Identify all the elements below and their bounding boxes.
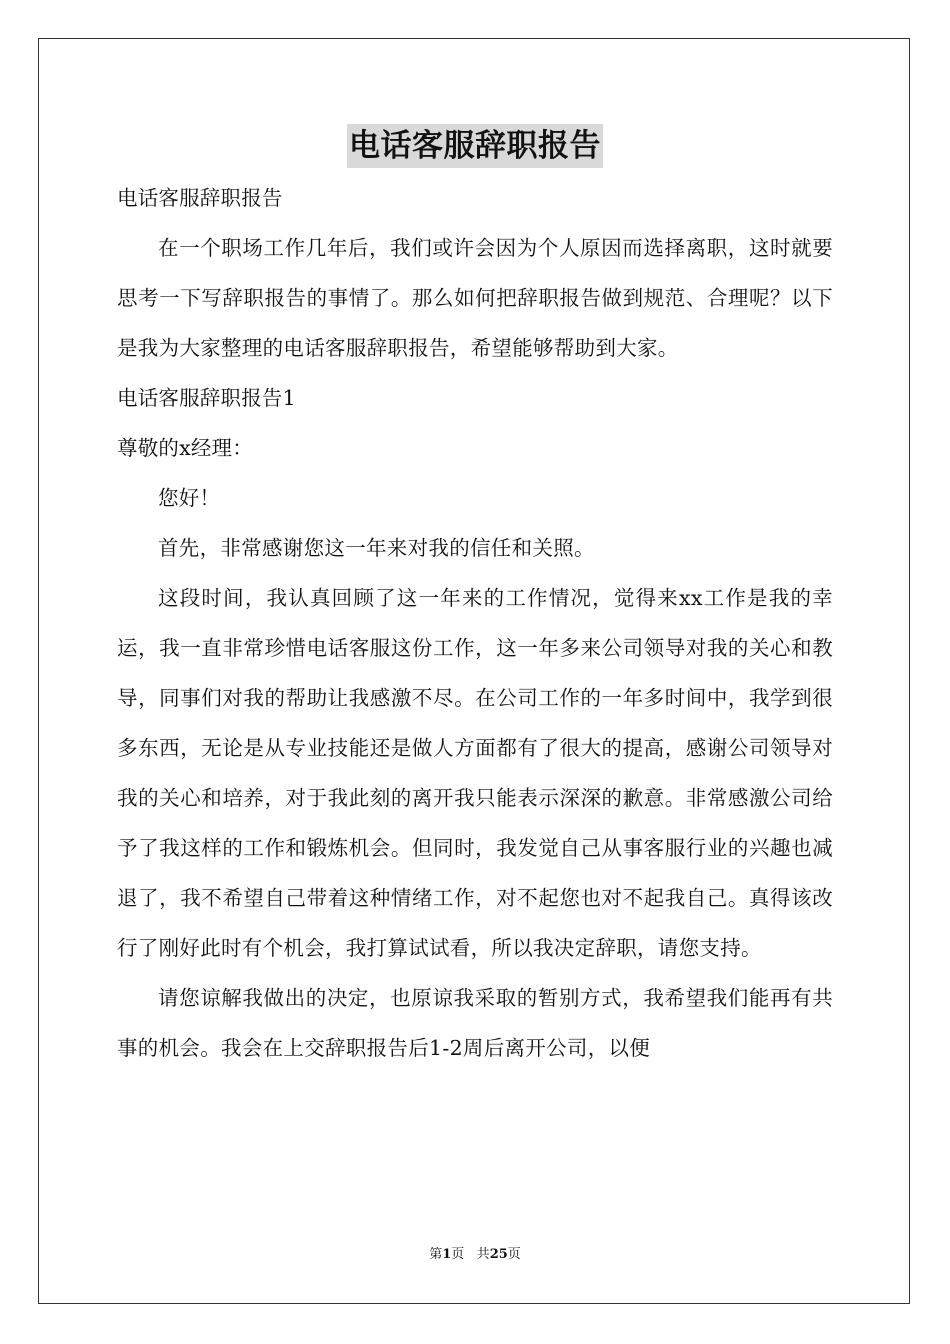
page-footer — [0, 1246, 950, 1264]
total-pages: 25 — [489, 1247, 508, 1262]
body-paragraph-1: 首先，非常感谢您这一年来对我的信任和关照。 — [158, 536, 595, 560]
intro-paragraph: 在一个职场工作几年后，我们或许会因为个人原因而选择离职，这时就要思考一下写辞职报告的事情了。那么如何把辞职报告做到规范、合理呢？以下是我为大家整理的电话客服辞职报告，希望能够帮助到大家。 — [117, 236, 833, 360]
page-prefix: 第 — [429, 1247, 443, 1262]
section-heading: 电话客服辞职报告1 — [117, 386, 296, 410]
page-number: 1 — [442, 1247, 452, 1262]
page-suffix: 页 — [451, 1247, 465, 1262]
document-subtitle: 电话客服辞职报告 — [117, 186, 283, 210]
total-prefix: 共 — [476, 1247, 490, 1262]
body-paragraph-2: 这段时间，我认真回顾了这一年来的工作情况，觉得来xx工作是我的幸运，我一直非常珍惜电话客服这份工作，这一年多来公司领导对我的关心和教导，同事们对我的帮助让我感激不尽。在公司工作的一年多时间中，我学到很多东西，无论是从专业技能还是做人方面都有了很大的提高，感谢公司领导对我的关心和培养，对于我此刻的离开我只能表示深深的歉意。非常感激公司给予了我这样的工作和锻炼机会。但同时，我发觉自己从事客服行业的兴趣也减退了，我不希望自己带着这种情绪工作，对不起您也对不起我自己。真得该改行了刚好此时有个机会，我打算试试看，所以我决定辞职，请您支持。 — [117, 586, 833, 960]
total-suffix: 页 — [507, 1247, 521, 1262]
greeting: 您好！ — [158, 486, 221, 510]
salutation: 尊敬的x经理： — [117, 436, 253, 460]
document-body — [117, 173, 833, 1073]
title-container — [0, 124, 950, 168]
body-paragraph-3: 请您谅解我做出的决定，也原谅我采取的暂别方式，我希望我们能再有共事的机会。我会在上交辞职报告后1-2周后离开公司，以便 — [117, 986, 833, 1060]
document-title: 电话客服辞职报告 — [347, 124, 603, 168]
